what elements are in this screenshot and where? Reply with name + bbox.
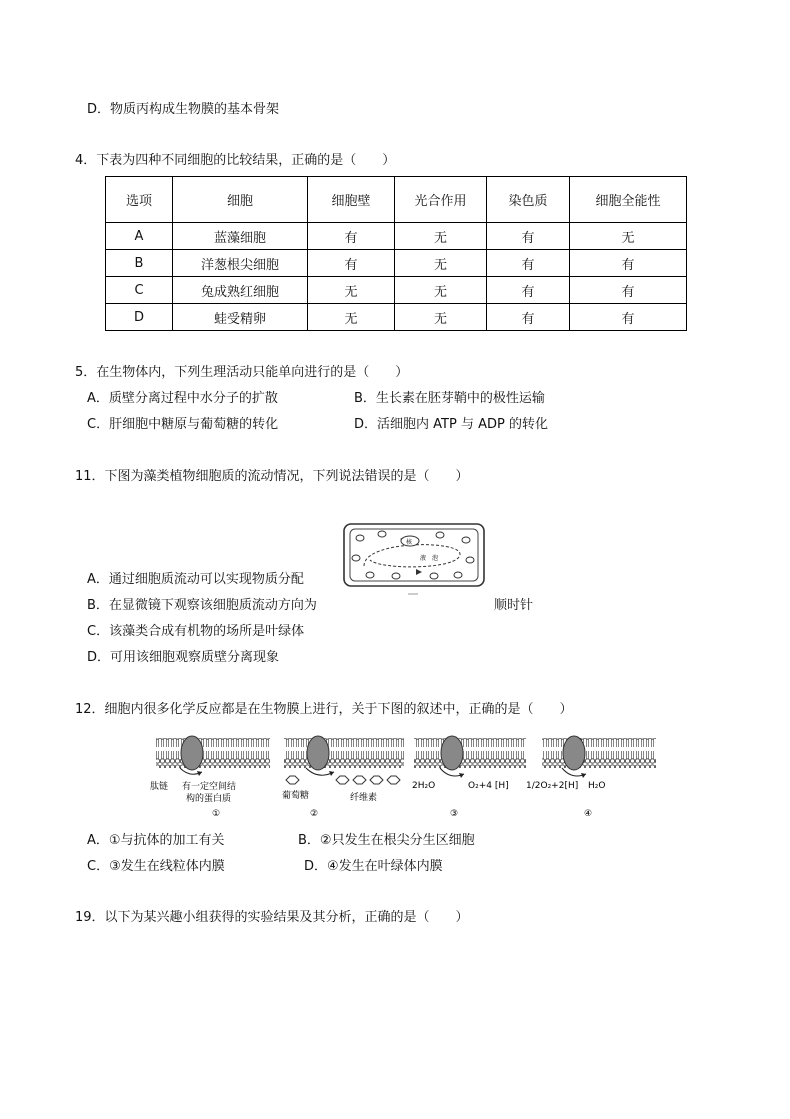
q4-stem: 4．下表为四种不同细胞的比较结果，正确的是（ ） <box>75 153 396 168</box>
q11-option-b: B．在显微镜下观察该细胞质流动方向为 <box>87 598 317 613</box>
table-cell: 无 <box>395 304 487 331</box>
table-header: 细胞全能性 <box>570 177 687 223</box>
comparison-table <box>105 176 687 331</box>
table-cell: 蛙受精卵 <box>173 304 308 331</box>
q5-option-b: B．生长素在胚芽鞘中的极性运输 <box>354 391 545 406</box>
table-cell: 无 <box>395 250 487 277</box>
table-header: 光合作用 <box>395 177 487 223</box>
table-row <box>106 223 687 250</box>
table-cell: 有 <box>570 304 687 331</box>
table-cell: 无 <box>308 277 395 304</box>
fig3-right-label: O₂+4 [H] <box>468 781 509 791</box>
membrane-reactions-figure <box>150 734 660 824</box>
fig2-right-label: 纤维素 <box>350 793 378 803</box>
table-header: 选项 <box>106 177 173 223</box>
fig3-number: ③ <box>450 809 459 819</box>
algae-cell-figure <box>340 520 488 598</box>
table-row <box>106 277 687 304</box>
fig1-left-label: 肽链 <box>150 782 169 792</box>
table-cell: 洋葱根尖细胞 <box>173 250 308 277</box>
table-cell: B <box>106 250 173 277</box>
q12-option-a: A．①与抗体的加工有关 <box>87 833 225 848</box>
q12-option-d: D．④发生在叶绿体内膜 <box>304 859 443 874</box>
q11-option-c: C．该藻类合成有机物的场所是叶绿体 <box>87 624 305 639</box>
table-cell: C <box>106 277 173 304</box>
q11-option-d: D．可用该细胞观察质壁分离现象 <box>87 650 280 665</box>
table-cell: 无 <box>308 304 395 331</box>
vacuole-label: 液 泡 <box>420 555 439 562</box>
q5-option-c: C．肝细胞中糖原与葡萄糖的转化 <box>87 417 279 432</box>
fig2-number: ② <box>310 809 319 819</box>
membrane-panel-4 <box>526 736 656 819</box>
q11-option-a: A．通过细胞质流动可以实现物质分配 <box>87 572 304 587</box>
fig4-left-label: 1/2O₂+2[H] <box>526 781 579 791</box>
table-header: 细胞 <box>173 177 308 223</box>
fig1-number: ① <box>212 809 221 819</box>
q5-stem: 5．在生物体内，下列生理活动只能单向进行的是（ ） <box>75 365 409 380</box>
q11-option-b-tail: 顺时针 <box>494 598 534 613</box>
table-cell: 有 <box>487 304 570 331</box>
table-cell: 无 <box>570 223 687 250</box>
table-cell: A <box>106 223 173 250</box>
q11-stem: 11．下图为藻类植物细胞质的流动情况，下列说法错误的是（ ） <box>75 469 469 484</box>
membrane-panel-1 <box>150 736 270 819</box>
membrane-panel-2 <box>282 736 404 819</box>
membrane-panel-3 <box>412 736 526 819</box>
fig4-right-label: H₂O <box>588 781 606 791</box>
nucleus-label: 核 <box>406 539 413 546</box>
fig4-number: ④ <box>584 809 593 819</box>
q5-option-a: A．质壁分离过程中水分子的扩散 <box>87 391 278 406</box>
q5-option-d: D．活细胞内 ATP 与 ADP 的转化 <box>354 417 548 432</box>
table-cell: 有 <box>570 250 687 277</box>
table-cell: 兔成熟红细胞 <box>173 277 308 304</box>
table-header-row <box>106 177 687 223</box>
table-cell: 有 <box>487 277 570 304</box>
q12-option-c: C．③发生在线粒体内膜 <box>87 859 225 874</box>
q19-stem: 19．以下为某兴趣小组获得的实验结果及其分析，正确的是（ ） <box>75 910 469 925</box>
table-cell: 无 <box>395 223 487 250</box>
table-cell: 有 <box>570 277 687 304</box>
table-cell: 有 <box>308 223 395 250</box>
table-header: 细胞壁 <box>308 177 395 223</box>
table-header: 染色质 <box>487 177 570 223</box>
table-cell: 有 <box>308 250 395 277</box>
table-cell: 无 <box>395 277 487 304</box>
table-row <box>106 304 687 331</box>
fig3-left-label: 2H₂O <box>412 781 436 791</box>
q3-option-d: D．物质丙构成生物膜的基本骨架 <box>87 102 280 117</box>
table-cell: 有 <box>487 250 570 277</box>
fig1-right-label-line2: 构的蛋白质 <box>186 794 232 804</box>
q12-stem: 12．细胞内很多化学反应都是在生物膜上进行，关于下图的叙述中，正确的是（ ） <box>75 702 573 717</box>
table-cell: 蓝藻细胞 <box>173 223 308 250</box>
fig1-right-label-line1: 有一定空间结 <box>182 782 237 792</box>
table-row <box>106 250 687 277</box>
table-cell: 有 <box>487 223 570 250</box>
q12-option-b: B．②只发生在根尖分生区细胞 <box>298 833 475 848</box>
fig2-left-label: 葡萄糖 <box>282 791 310 801</box>
table-cell: D <box>106 304 173 331</box>
